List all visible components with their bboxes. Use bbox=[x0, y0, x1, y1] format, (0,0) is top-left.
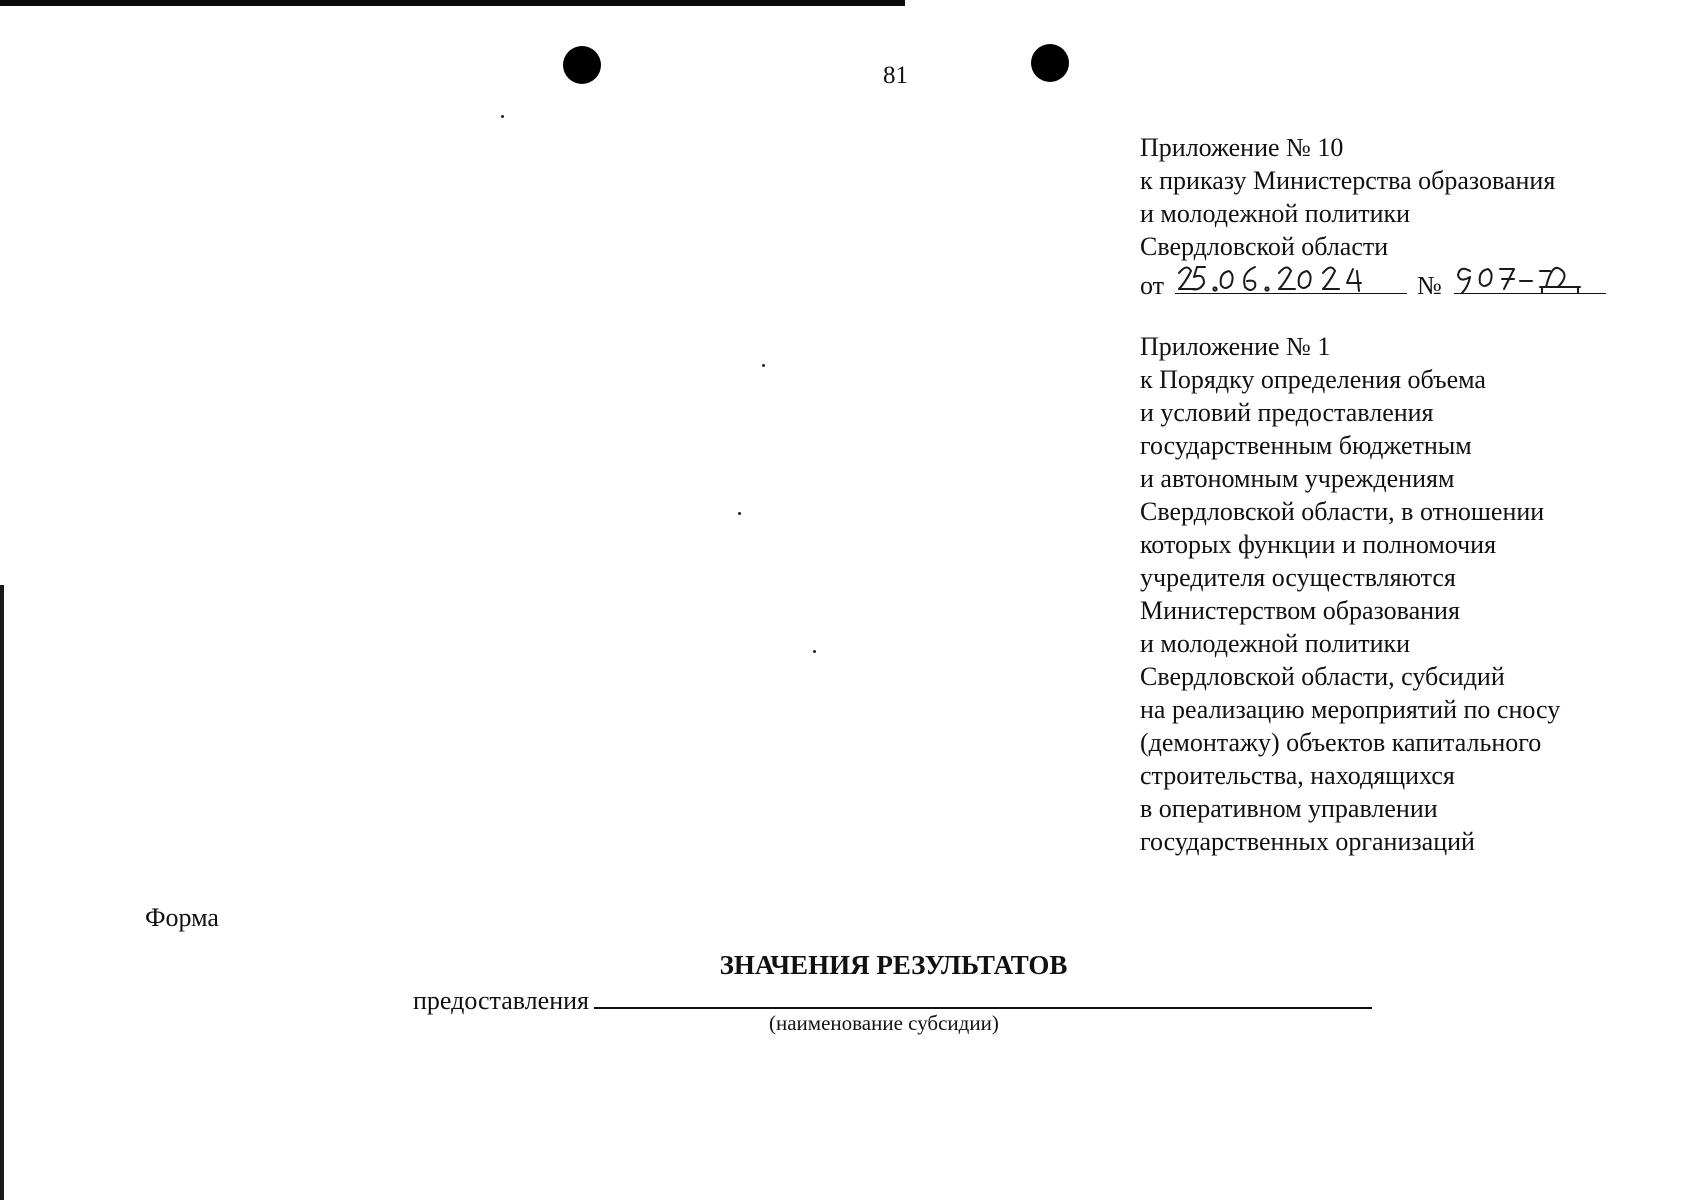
number-prefix: № bbox=[1417, 271, 1442, 300]
annex-1-line: государственным бюджетным bbox=[1140, 431, 1472, 460]
scan-edge-top bbox=[0, 0, 905, 6]
scan-edge-left bbox=[0, 585, 4, 1200]
annex-1-line: и условий предоставления bbox=[1140, 398, 1434, 427]
annex-1-header bbox=[1140, 330, 1560, 858]
provision-label: предоставления bbox=[413, 986, 589, 1015]
annex-10-line: Свердловской области bbox=[1140, 232, 1389, 261]
annex-1-line: Свердловской области, в отношении bbox=[1140, 497, 1545, 526]
handwritten-ink-icon bbox=[1175, 257, 1407, 295]
handwritten-ink-icon bbox=[1454, 257, 1606, 295]
handwritten-number bbox=[1454, 263, 1606, 294]
annex-1-line: и молодежной политики bbox=[1140, 629, 1411, 658]
page-number: 81 bbox=[883, 62, 908, 89]
date-prefix: от bbox=[1140, 271, 1165, 300]
punch-hole-icon bbox=[1031, 44, 1069, 82]
annex-10-header bbox=[1140, 131, 1606, 302]
annex-1-line: в оперативном управлении bbox=[1140, 794, 1438, 823]
handwritten-date bbox=[1175, 263, 1407, 294]
document-title: ЗНАЧЕНИЯ РЕЗУЛЬТАТОВ bbox=[719, 950, 1068, 980]
annex-1-line: учредителя осуществляются bbox=[1140, 563, 1456, 592]
annex-1-line: Свердловской области, субсидий bbox=[1140, 662, 1505, 691]
annex-1-title: Приложение № 1 bbox=[1140, 332, 1331, 361]
scan-speck bbox=[501, 115, 504, 118]
annex-1-line: (демонтажу) объектов капитального bbox=[1140, 728, 1542, 757]
annex-10-line: и молодежной политики bbox=[1140, 199, 1411, 228]
scan-speck bbox=[762, 364, 765, 367]
scan-speck bbox=[738, 512, 741, 515]
annex-1-line: на реализацию мероприятий по сносу bbox=[1140, 695, 1561, 724]
scan-speck bbox=[813, 650, 816, 653]
annex-10-title: Приложение № 10 bbox=[1140, 133, 1344, 162]
form-label: Форма bbox=[145, 903, 219, 932]
annex-1-line: к Порядку определения объема bbox=[1140, 365, 1486, 394]
annex-1-line: строительства, находящихся bbox=[1140, 761, 1455, 790]
annex-1-line: Министерством образования bbox=[1140, 596, 1460, 625]
subsidy-name-blank bbox=[594, 987, 1372, 1009]
order-date-number-line bbox=[1140, 263, 1606, 302]
annex-10-line: к приказу Министерства образования bbox=[1140, 166, 1556, 195]
punch-hole-icon bbox=[563, 46, 601, 84]
subsidy-name-caption: (наименование субсидии) bbox=[769, 1011, 999, 1035]
annex-1-line: которых функции и полномочия bbox=[1140, 530, 1497, 559]
annex-1-line: государственных организаций bbox=[1140, 827, 1475, 856]
annex-1-line: и автономным учреждениям bbox=[1140, 464, 1455, 493]
